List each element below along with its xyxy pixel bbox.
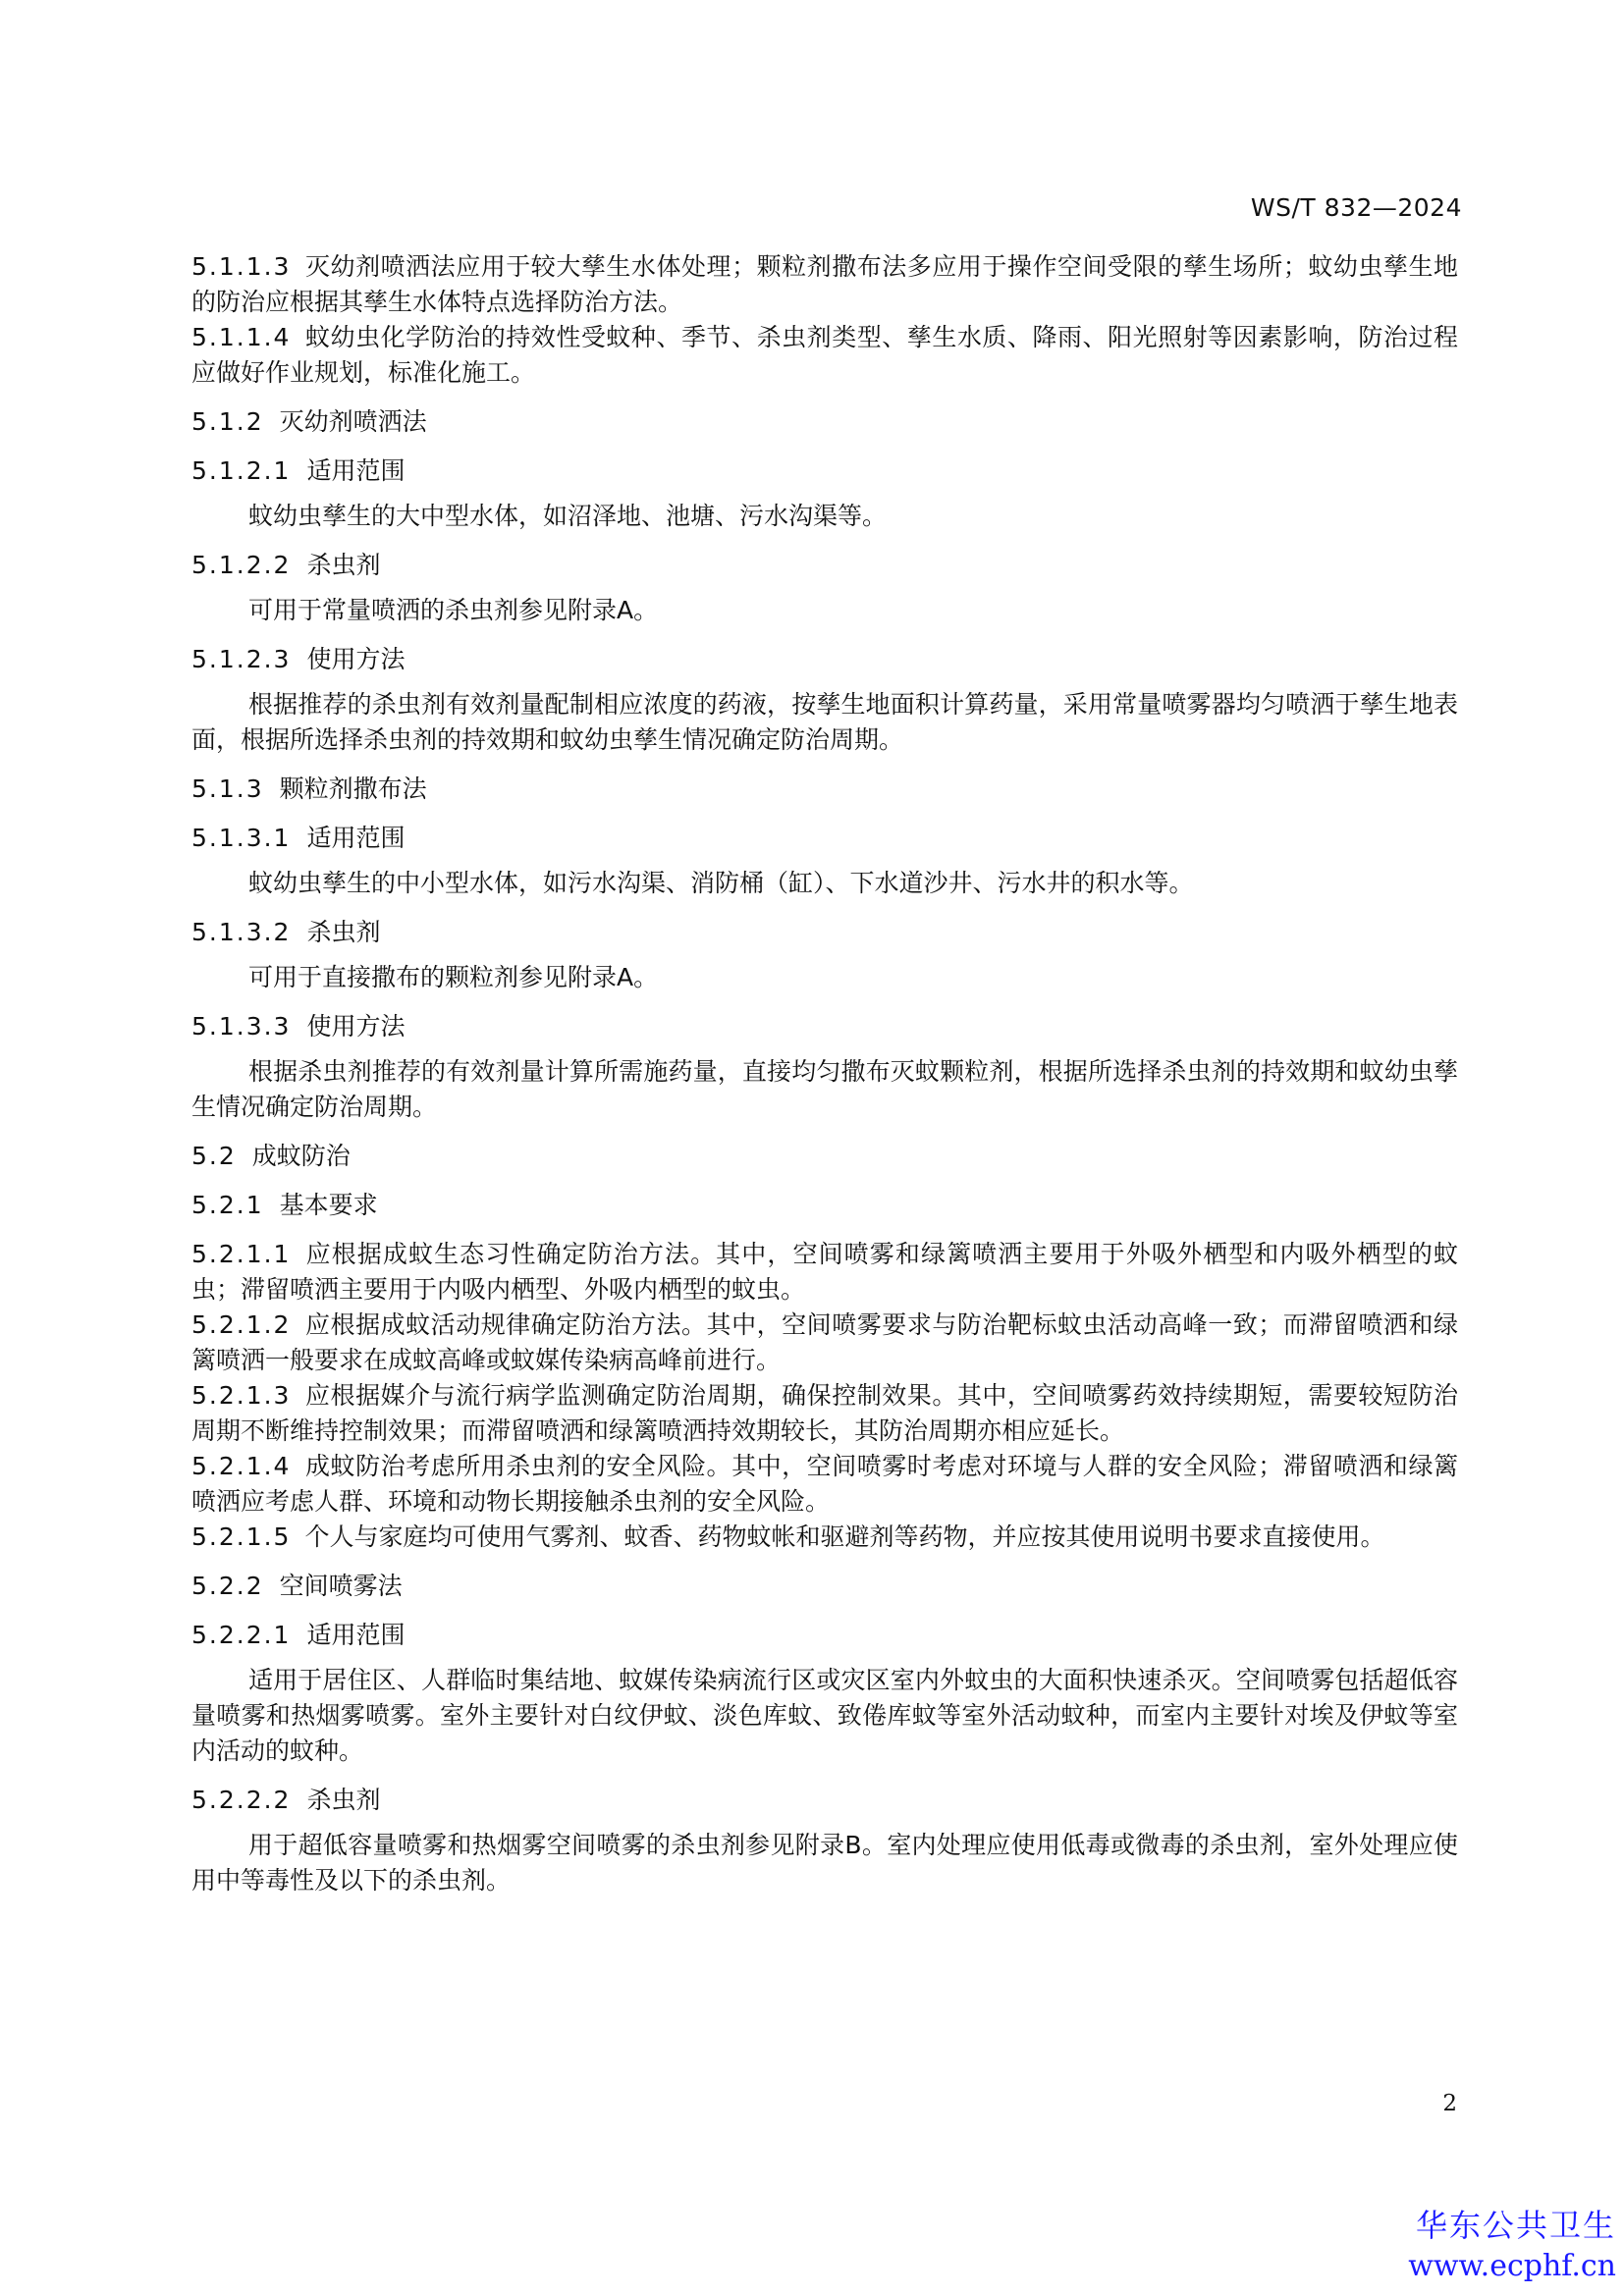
clause-number: 5.1.1.4: [191, 323, 292, 351]
body-paragraph: [191, 499, 1458, 534]
section-heading: [191, 454, 1458, 489]
clause-text: 使用方法: [306, 1012, 406, 1041]
clause-paragraph: [191, 1520, 1458, 1555]
clause-number: 5.1.3.2: [191, 918, 292, 946]
clause-number: 5.1.2.1: [191, 456, 292, 485]
section-heading: [191, 821, 1458, 856]
clause-text: 空间喷雾法: [279, 1572, 403, 1600]
clause-number: 5.2.1.3: [191, 1381, 292, 1410]
clause-text: 杀虫剂: [306, 1786, 381, 1814]
clause-paragraph: [191, 1378, 1458, 1449]
clause-number: 5.1.2: [191, 407, 264, 436]
clause-text: 适用范围: [306, 824, 406, 852]
section-heading: [191, 1188, 1458, 1223]
clause-text: 蚊幼虫化学防治的持效性受蚊种、季节、杀虫剂类型、孳生水质、降雨、阳光照射等因素影响，防治过程应做好作业规划，标准化施工。: [191, 323, 1458, 387]
clause-paragraph: [191, 1237, 1458, 1308]
section-heading: [191, 642, 1458, 677]
watermark-name: 华东公共卫生: [1415, 2207, 1616, 2244]
clause-paragraph: [191, 320, 1458, 391]
section-heading: [191, 1569, 1458, 1604]
clause-text: 颗粒剂撒布法: [279, 774, 427, 803]
clause-number: 5.1.2.2: [191, 551, 292, 579]
document-body: [191, 249, 1458, 1898]
watermark[interactable]: [1408, 2204, 1616, 2286]
clause-number: 5.2.1.5: [191, 1522, 292, 1551]
clause-text: 蚊幼虫孳生的中小型水体，如污水沟渠、消防桶（缸）、下水道沙井、污水井的积水等。: [248, 869, 1194, 897]
section-heading: [191, 1783, 1458, 1818]
clause-text: 适用于居住区、人群临时集结地、蚊媒传染病流行区或灾区室内外蚊虫的大面积快速杀灭。空间喷雾包括超低容量喷雾和热烟雾喷雾。室外主要针对白纹伊蚊、淡色库蚊、致倦库蚊等室外活动蚊种，而室内主要针对埃及伊蚊等室内活动的蚊种。: [191, 1666, 1458, 1765]
clause-text: 蚊幼虫孳生的大中型水体，如沼泽地、池塘、污水沟渠等。: [248, 502, 888, 530]
clause-number: 5.1.1.3: [191, 252, 292, 281]
clause-text: 适用范围: [306, 456, 406, 485]
body-paragraph: [191, 1054, 1458, 1125]
clause-text: 杀虫剂: [306, 918, 381, 946]
section-heading: [191, 404, 1458, 440]
clause-number: 5.1.2.3: [191, 645, 292, 673]
body-paragraph: [191, 866, 1458, 901]
section-heading: [191, 548, 1458, 583]
section-heading: [191, 915, 1458, 950]
clause-text: 根据推荐的杀虫剂有效剂量配制相应浓度的药液，按孳生地面积计算药量，采用常量喷雾器均匀喷洒于孳生地表面，根据所选择杀虫剂的持效期和蚊幼虫孳生情况确定防治周期。: [191, 690, 1458, 754]
clause-number: 5.2.2.1: [191, 1621, 292, 1649]
clause-text: 灭幼剂喷洒法应用于较大孳生水体处理；颗粒剂撒布法多应用于操作空间受限的孳生场所；蚊幼虫孳生地的防治应根据其孳生水体特点选择防治方法。: [191, 252, 1458, 316]
clause-text: 应根据成蚊生态习性确定防治方法。其中，空间喷雾和绿篱喷洒主要用于外吸外栖型和内吸外栖型的蚊虫；滞留喷洒主要用于内吸内栖型、外吸内栖型的蚊虫。: [191, 1240, 1458, 1304]
clause-text: 应根据成蚊活动规律确定防治方法。其中，空间喷雾要求与防治靶标蚊虫活动高峰一致；而滞留喷洒和绿篱喷洒一般要求在成蚊高峰或蚊媒传染病高峰前进行。: [191, 1310, 1458, 1374]
clause-paragraph: [191, 1308, 1458, 1378]
clause-text: 根据杀虫剂推荐的有效剂量计算所需施药量，直接均匀撒布灭蚊颗粒剂，根据所选择杀虫剂的持效期和蚊幼虫孳生情况确定防治周期。: [191, 1057, 1458, 1121]
clause-text: 杀虫剂: [306, 551, 381, 579]
clause-text: 可用于常量喷洒的杀虫剂参见附录A。: [248, 596, 659, 624]
clause-text: 应根据媒介与流行病学监测确定防治周期，确保控制效果。其中，空间喷雾药效持续期短，需要较短防治周期不断维持控制效果；而滞留喷洒和绿篱喷洒持效期较长，其防治周期亦相应延长。: [191, 1381, 1458, 1445]
clause-text: 成蚊防治: [251, 1142, 351, 1170]
section-heading: [191, 1618, 1458, 1653]
body-paragraph: [191, 960, 1458, 995]
clause-number: 5.1.3: [191, 774, 264, 803]
clause-text: 个人与家庭均可使用气雾剂、蚊香、药物蚊帐和驱避剂等药物，并应按其使用说明书要求直接使用。: [304, 1522, 1385, 1551]
section-heading: [191, 1139, 1458, 1174]
clause-text: 灭幼剂喷洒法: [279, 407, 427, 436]
clause-number: 5.2.2: [191, 1572, 264, 1600]
clause-number: 5.1.3.3: [191, 1012, 292, 1041]
clause-number: 5.2.2.2: [191, 1786, 292, 1814]
clause-number: 5.2.1: [191, 1191, 264, 1219]
watermark-url[interactable]: www.ecphf.cn: [1408, 2249, 1616, 2283]
clause-text: 用于超低容量喷雾和热烟雾空间喷雾的杀虫剂参见附录B。室内处理应使用低毒或微毒的杀虫剂，室外处理应使用中等毒性及以下的杀虫剂。: [191, 1831, 1458, 1895]
clause-number: 5.2.1.4: [191, 1452, 292, 1480]
clause-number: 5.2.1.1: [191, 1240, 292, 1268]
clause-number: 5.2: [191, 1142, 237, 1170]
body-paragraph: [191, 687, 1458, 758]
clause-number: 5.1.3.1: [191, 824, 292, 852]
clause-text: 使用方法: [306, 645, 406, 673]
body-paragraph: [191, 1828, 1458, 1898]
body-paragraph: [191, 593, 1458, 628]
clause-paragraph: [191, 1449, 1458, 1520]
clause-paragraph: [191, 249, 1458, 320]
standard-code-header: WS/T 832—2024: [1250, 193, 1462, 222]
clause-text: 适用范围: [306, 1621, 406, 1649]
clause-text: 成蚊防治考虑所用杀虫剂的安全风险。其中，空间喷雾时考虑对环境与人群的安全风险；滞留喷洒和绿篱喷洒应考虑人群、环境和动物长期接触杀虫剂的安全风险。: [191, 1452, 1458, 1516]
clause-number: 5.2.1.2: [191, 1310, 292, 1339]
page-number: 2: [1442, 2091, 1457, 2116]
clause-text: 基本要求: [279, 1191, 378, 1219]
section-heading: [191, 1009, 1458, 1044]
section-heading: [191, 772, 1458, 807]
clause-text: 可用于直接撒布的颗粒剂参见附录A。: [248, 963, 659, 991]
body-paragraph: [191, 1663, 1458, 1769]
